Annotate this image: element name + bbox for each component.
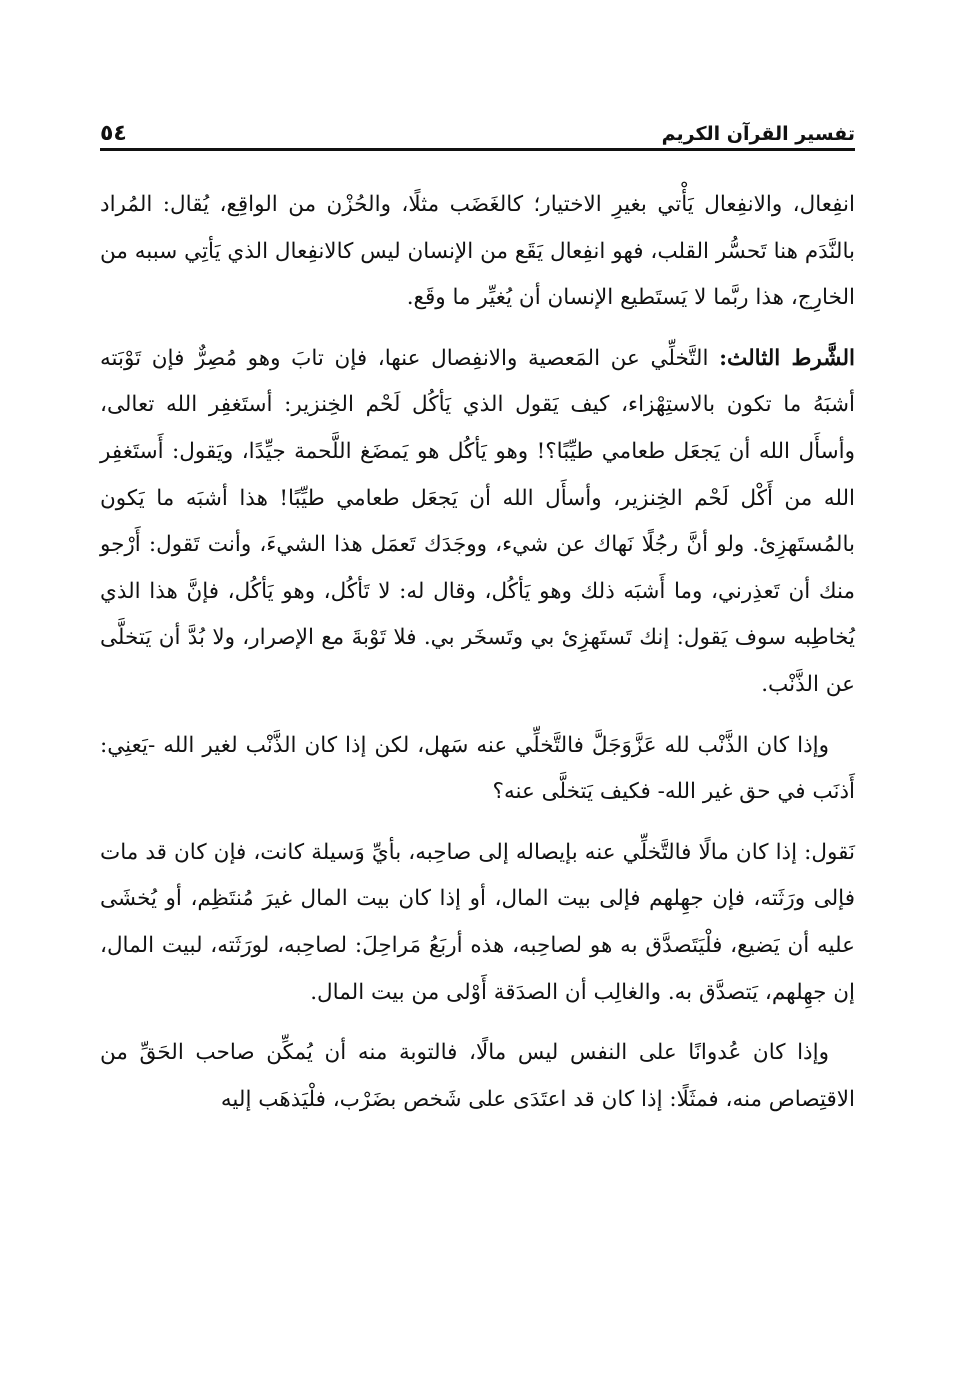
page-body <box>100 182 855 1137</box>
page-header <box>100 108 855 146</box>
paragraph-1-text: انفِعال، والانفِعال يَأْتي بغيرِ الاختيار؛ كالغَضَب مثلًا، والحُزْن من الواقِع، يُقال: المُراد بالنَّدَم هنا تَحسُّر القلب، فهو انفِعال يَقَع من الإنسان ليس كالانفِعال الذي يَأتِي سببه من الخارِج، هذا ربَّما لا يَستَطيع الإنسان أن يُغيِّر ما وقَع. <box>100 192 855 311</box>
header-divider <box>100 148 855 151</box>
paragraph-3 <box>100 723 855 816</box>
paragraph-2-heading: الشَّرط الثالث: <box>719 345 855 371</box>
paragraph-4 <box>100 830 855 1016</box>
paragraph-1 <box>100 182 855 322</box>
paragraph-3-text: وإذا كان الذَّنْب لله عَزَّوَجَلَّ فالتَّخلِّي عنه سَهل، لكن إذا كان الذَّنْب لغير الله -يَعنِي: أَذنَب في حق غير الله- فكيف يَتخلَّى عنه؟ <box>100 732 855 805</box>
paragraph-5 <box>100 1030 855 1123</box>
paragraph-5-text: وإذا كان عُدوانًا على النفس ليس مالًا، فالتوبة منه أن يُمكِّن صاحب الحَقِّ من الاقتِصاص منه، فمثَلًا: إذا كان قد اعتَدَى على شَخص بضَرْب، فلْيَذهَب إليه <box>100 1040 855 1112</box>
paragraph-4-text: نَقول: إذا كان مالًا فالتَّخلِّي عنه بإيصاله إلى صاحِبه، بأيِّ وَسيلة كانت، فإن كان قد مات فإلى ورَثَته، فإن جهِلهم فإلى بيت المال، أو إذا كان بيت المال غيرَ مُنتَظِم، أو يُخشَى عليه أن يَضيع، فلْيَتَصدَّق به هو لصاحِبه، هذه أربَعُ مَراحِلَ: لصاحِبه، لورَثَته، لبيت المال، إن جهِلهم، يَتصدَّق به. والغالِب أن الصدَقة أَوْلى من بيت المال. <box>100 839 855 1005</box>
paragraph-2 <box>100 336 855 709</box>
book-title: تفسير القرآن الكريم <box>661 123 855 145</box>
page-number: ٥٤ <box>100 121 127 146</box>
paragraph-2-text: التَّخلِّي عن المَعصية والانفِصال عنها، فإن تابَ وهو مُصِرٌّ فإن تَوْبَته أشبَهُ ما تكون بالاستِهْزاء، كيف يَقول الذي يَأكُل لَحْم الخِنزير: أستَغفِر الله تعالى، وأسأَل الله أن يَجعَل طعامي طيِّبًا؟! وهو يَأكُل هو يَمضَغ اللَّحمة جيِّدًا، ويَقول: أَستَغفِر الله من أَكْل لَحْم الخِنزير، وأسأَل الله أن يَجعَل طعامي طيِّبًا! هذا أشبَه ما يَكون بالمُستَهزِئ. ولو أنَّ رجُلًا نَهاك عن شيء، ووجَدَك تَعمَل هذا الشيءَ، وأنت تَقول: أَرْجو منك أن تَعذِرني، وما أَشبَه ذلك وهو يَأكُل، وقال له: لا تَأكُل، وهو يَأكُل، فإنَّ هذا الذي يُخاطِبه سوف يَقول: إنك تَستَهزِئ بي وتَسخَر بي. فلا تَوْبةَ مع الإصرار، ولا بُدَّ أن يَتخلَّى عن الذَّنْب. <box>100 345 855 697</box>
